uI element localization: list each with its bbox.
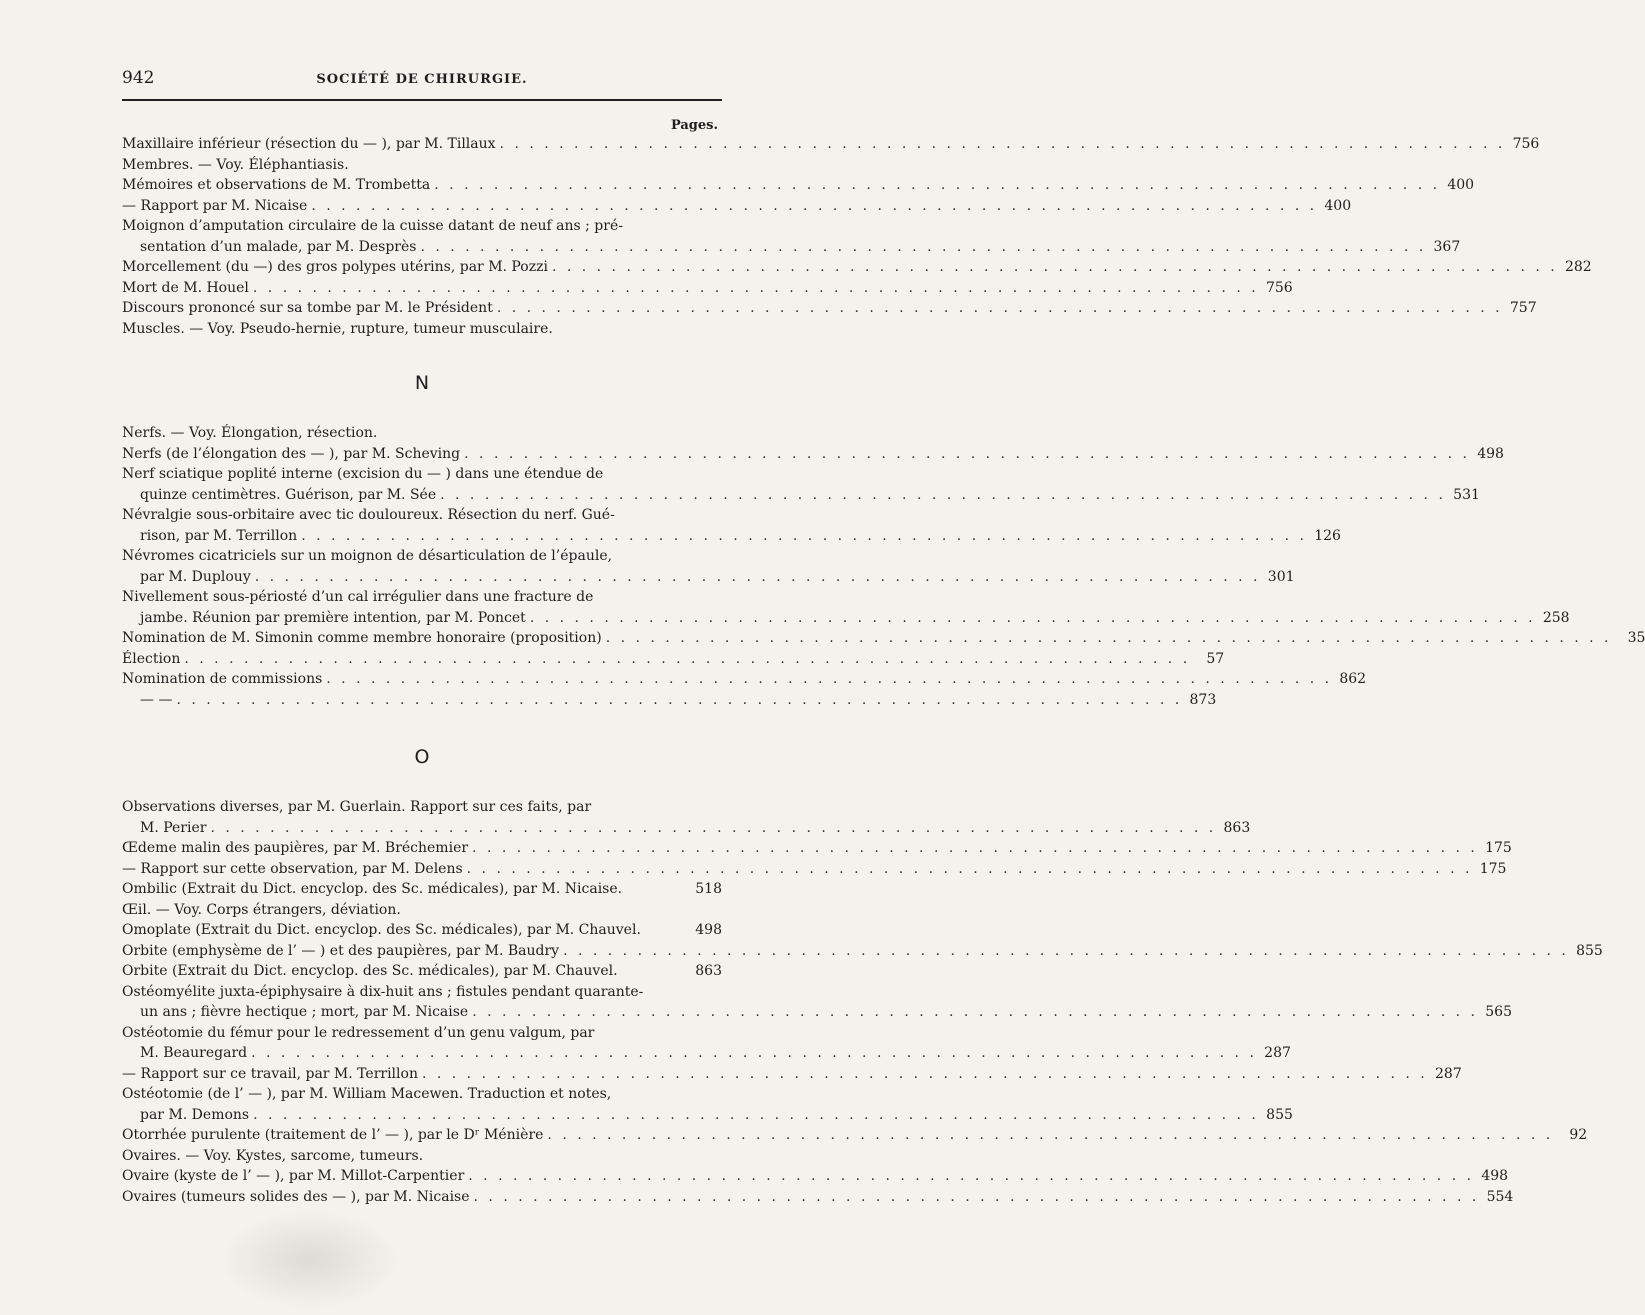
index-entry	[122, 818, 1251, 839]
index-entry	[122, 900, 722, 921]
entry-text: Ostéotomie du fémur pour le redressement d’un genu valgum, par	[122, 1024, 595, 1041]
dot-leader	[474, 1187, 1480, 1208]
index-entry	[122, 1125, 1588, 1146]
entry-page-number: 756	[1265, 279, 1293, 296]
index-entry	[122, 838, 1512, 859]
index-entry	[122, 196, 1352, 217]
index-entry	[122, 690, 1217, 711]
index-entry	[122, 567, 1295, 588]
entry-text: — Rapport par M. Nicaise	[122, 197, 308, 214]
page-number: 942	[122, 68, 155, 88]
entry-text: Ostéomyélite juxta-épiphysaire à dix-huit ans ; fistules pendant quarante-	[122, 983, 644, 1000]
dot-leader	[497, 298, 1503, 319]
entry-text: Névromes cicatriciels sur un moignon de désarticulation de l’épaule,	[122, 548, 613, 564]
entry-text: Omoplate (Extrait du Dict. encyclop. des Sc. médicales), par M. Chauvel.	[122, 922, 641, 938]
index-entry	[122, 298, 1537, 319]
index-entry	[122, 1105, 1293, 1126]
dot-leader	[420, 237, 1426, 258]
dot-leader	[464, 444, 1470, 465]
entry-text: Nomination de M. Simonin comme membre honoraire (proposition)	[122, 630, 602, 646]
dot-leader	[530, 608, 1536, 629]
entry-text: Muscles. — Voy. Pseudo-hernie, rupture, tumeur musculaire.	[122, 320, 553, 337]
index-entry	[122, 669, 1367, 690]
entry-text: quinze centimètres. Guérison, par M. Sée	[140, 486, 437, 503]
entry-text: Nivellement sous-périosté d’un cal irrégulier dans une fracture de	[122, 589, 594, 605]
index-entry	[122, 1146, 722, 1167]
pages-column-label: Pages.	[670, 118, 718, 133]
entry-text: Discours prononcé sur sa tombe par M. le Président	[122, 300, 493, 316]
dot-leader	[255, 567, 1261, 588]
entry-page-number: 367	[1433, 238, 1461, 255]
entry-page-number: 126	[1314, 527, 1341, 544]
index-entry	[122, 941, 1603, 962]
dot-leader	[210, 818, 1216, 839]
entry-page-number: 863	[1223, 819, 1251, 836]
index-entry	[122, 587, 722, 608]
entry-page-number: 175	[1485, 840, 1512, 856]
dot-leader	[301, 526, 1307, 547]
entry-text: Moignon d’amputation circulaire de la cuisse datant de neuf ans ; pré-	[122, 218, 623, 234]
index-entry	[122, 797, 722, 818]
entry-page-number: 873	[1189, 691, 1217, 708]
index-entry	[122, 961, 722, 982]
entry-page-number: 287	[1264, 1045, 1291, 1061]
dot-leader	[500, 134, 1506, 155]
section-letter-n: N	[414, 372, 430, 394]
entry-text: Nerfs (de l’élongation des — ), par M. Scheving	[122, 445, 461, 462]
entry-page-number: 757	[1509, 300, 1537, 316]
dot-leader	[253, 1105, 1259, 1126]
index-entry	[122, 444, 1504, 465]
entry-page-number: 35	[1627, 630, 1645, 646]
dot-leader	[251, 1043, 1257, 1064]
entry-page-number: 92	[1569, 1127, 1588, 1143]
entry-text: Nerf sciatique poplité interne (excision du — ) dans une étendue de	[122, 466, 604, 482]
index-entry	[122, 628, 1645, 649]
index-entry	[122, 464, 722, 485]
index-entry	[122, 319, 722, 340]
dot-leader	[440, 485, 1446, 506]
dot-leader	[472, 838, 1478, 859]
index-entry	[122, 505, 722, 526]
dot-leader	[176, 690, 1182, 711]
index-entry	[122, 1166, 1509, 1187]
entry-page-number: 498	[695, 922, 722, 938]
dot-leader	[563, 941, 1569, 962]
entry-page-number: 498	[1481, 1168, 1509, 1184]
entry-text: Ostéotomie (de l’ — ), par M. William Macewen. Traduction et notes,	[122, 1086, 612, 1102]
entry-page-number: 855	[1576, 942, 1603, 959]
entry-text: M. Beauregard	[140, 1045, 248, 1061]
index-section-n	[122, 423, 1645, 710]
entry-text: M. Perier	[140, 819, 207, 836]
entry-text: Œdeme malin des paupières, par M. Bréchemier	[122, 840, 469, 856]
entry-page-number: 301	[1267, 568, 1295, 585]
dot-leader	[472, 1002, 1478, 1023]
entry-page-number: 400	[1447, 177, 1475, 193]
index-entry	[122, 920, 722, 941]
entry-text: — Rapport sur cette observation, par M. Delens	[122, 860, 463, 877]
index-entry	[122, 608, 1570, 629]
entry-text: Otorrhée purulente (traitement de l’ — ), par le Dʳ Ménière	[122, 1127, 544, 1143]
index-entry	[122, 982, 722, 1003]
index-entry	[122, 649, 1225, 670]
entry-text: jambe. Réunion par première intention, par M. Poncet	[140, 609, 526, 626]
index-entry	[122, 155, 722, 176]
index-entry	[122, 485, 1480, 506]
index-entry	[122, 1043, 1291, 1064]
index-entry	[122, 1002, 1512, 1023]
entry-text: — Rapport sur ce travail, par M. Terrillon	[122, 1065, 418, 1082]
entry-text: Morcellement (du —) des gros polypes utérins, par M. Pozzi	[122, 259, 548, 275]
dot-leader	[434, 175, 1440, 196]
index-entry	[122, 278, 1293, 299]
index-section-o	[122, 797, 1603, 1207]
index-entry	[122, 257, 1592, 278]
entry-text: Nerfs. — Voy. Élongation, résection.	[122, 425, 378, 441]
entry-page-number: 565	[1485, 1004, 1512, 1020]
running-title: SOCIÉTÉ DE CHIRURGIE.	[316, 72, 528, 87]
entry-page-number: 531	[1453, 486, 1480, 503]
index-entry	[122, 546, 722, 567]
index-entry	[122, 237, 1461, 258]
entry-text: Orbite (Extrait du Dict. encyclop. des Sc. médicales), par M. Chauvel.	[122, 963, 618, 979]
section-letter-o: O	[414, 746, 430, 768]
entry-text: Ovaires. — Voy. Kystes, sarcome, tumeurs.	[122, 1147, 424, 1164]
entry-text: Mémoires et observations de M. Trombetta	[122, 177, 431, 193]
entry-text: Observations diverses, par M. Guerlain. Rapport sur ces faits, par	[122, 799, 592, 815]
dot-leader	[467, 859, 1473, 880]
index-entry	[122, 175, 1475, 196]
entry-page-number: 282	[1564, 259, 1592, 275]
dot-leader	[422, 1064, 1428, 1085]
index-entry	[122, 216, 722, 237]
entry-page-number: 175	[1479, 860, 1507, 877]
entry-text: Membres. — Voy. Éléphantiasis.	[122, 156, 349, 173]
entry-text: Mort de M. Houel	[122, 279, 249, 296]
entry-page-number: 756	[1512, 136, 1540, 152]
running-header	[122, 62, 722, 92]
entry-page-number: 863	[695, 963, 722, 979]
index-entry	[122, 1064, 1462, 1085]
index-entry	[122, 1023, 722, 1044]
dot-leader	[547, 1125, 1553, 1146]
index-entry	[122, 879, 722, 900]
entry-text: par M. Duplouy	[140, 568, 251, 585]
entry-text: — —	[140, 691, 173, 708]
dot-leader	[253, 278, 1259, 299]
dot-leader	[184, 649, 1190, 670]
entry-page-number: 57	[1206, 650, 1225, 667]
entry-page-number: 258	[1542, 609, 1570, 626]
entry-text: Élection	[122, 650, 181, 667]
entry-page-number: 400	[1324, 197, 1352, 214]
entry-text: un ans ; fièvre hectique ; mort, par M. Nicaise	[140, 1004, 469, 1020]
entry-page-number: 498	[1477, 445, 1504, 462]
entry-text: rison, par M. Terrillon	[140, 527, 298, 544]
entry-text: sentation d’un malade, par M. Desprès	[140, 238, 417, 255]
index-entry	[122, 423, 722, 444]
entry-page-number: 554	[1486, 1188, 1514, 1205]
entry-page-number: 855	[1266, 1106, 1293, 1123]
entry-text: Œil. — Voy. Corps étrangers, déviation.	[122, 901, 401, 918]
dot-leader	[326, 669, 1332, 690]
header-rule	[122, 99, 722, 101]
index-entry	[122, 1084, 722, 1105]
entry-text: Ovaire (kyste de l’ — ), par M. Millot-Carpentier	[122, 1168, 465, 1184]
index-entry	[122, 859, 1507, 880]
entry-text: par M. Demons	[140, 1106, 250, 1123]
entry-text: Maxillaire inférieur (résection du — ), par M. Tillaux	[122, 136, 496, 152]
index-entry	[122, 134, 1540, 155]
entry-page-number: 518	[695, 881, 722, 897]
dot-leader	[468, 1166, 1474, 1187]
entry-page-number: 287	[1435, 1065, 1462, 1082]
entry-text: Névralgie sous-orbitaire avec tic douloureux. Résection du nerf. Gué-	[122, 507, 615, 523]
dot-leader	[606, 628, 1612, 649]
entry-page-number: 862	[1339, 671, 1367, 687]
dot-leader	[552, 257, 1558, 278]
entry-text: Nomination de commissions	[122, 671, 323, 687]
entry-text: Ovaires (tumeurs solides des — ), par M. Nicaise	[122, 1188, 470, 1205]
index-entry	[122, 1187, 1514, 1208]
entry-text: Ombilic (Extrait du Dict. encyclop. des Sc. médicales), par M. Nicaise.	[122, 881, 623, 897]
entry-text: Orbite (emphysème de l’ — ) et des paupières, par M. Baudry	[122, 942, 560, 959]
index-section-m	[122, 134, 1592, 339]
dot-leader	[311, 196, 1317, 217]
paper-stain	[220, 1210, 400, 1310]
index-entry	[122, 526, 1341, 547]
